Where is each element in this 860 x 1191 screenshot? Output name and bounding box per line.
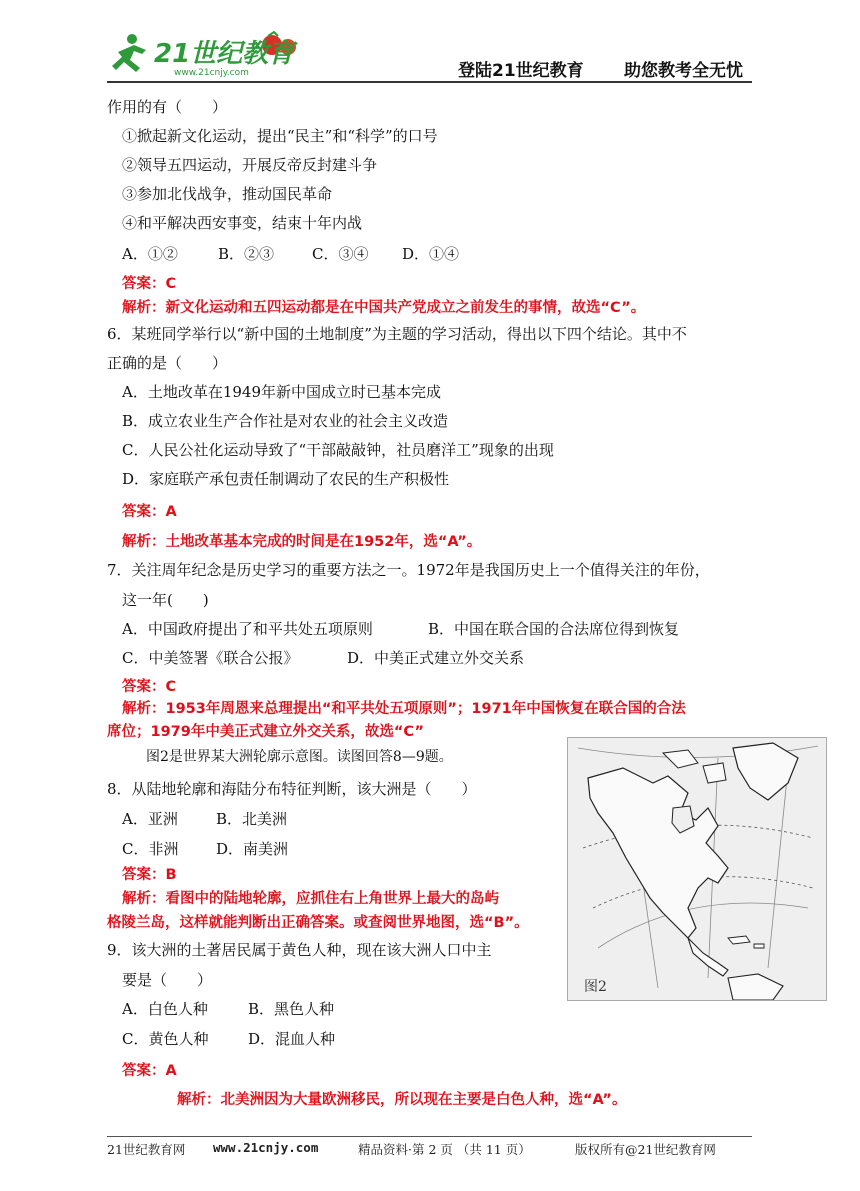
- logo-url: www.21cnjy.com: [174, 68, 249, 78]
- q7-analysis: 解析：1953年周恩来总理提出“和平共处五项原则”；1971年中国恢复在联合国的合法: [122, 701, 686, 717]
- q6-answer: 答案：A: [122, 504, 177, 520]
- footer-copyright: 版权所有@21世纪教育网: [575, 1142, 716, 1157]
- q5-option-b: B．②③: [218, 245, 275, 263]
- q7-option-b: B．中国在联合国的合法席位得到恢复: [428, 620, 680, 638]
- footer-site: 21世纪教育网: [107, 1142, 186, 1157]
- q5-option-c: C．③④: [312, 245, 369, 263]
- q9-option-a: A．白色人种: [122, 1000, 208, 1018]
- q8-option-c: C．非洲: [122, 840, 179, 858]
- q5-item: ②领导五四运动，开展反帝反封建斗争: [122, 156, 378, 174]
- header-title: 登陆21世纪教育: [458, 61, 584, 81]
- q8-answer: 答案：B: [122, 867, 177, 883]
- q9-option-c: C．黄色人种: [122, 1030, 209, 1048]
- q5-option-d: D．①④: [402, 245, 460, 263]
- q8-analysis-cont: 格陵兰岛，这样就能判断出正确答案。或查阅世界地图，选“B”。: [107, 915, 529, 931]
- q5-stem-tail: 作用的有（ ）: [107, 98, 228, 116]
- header-rule: [107, 81, 752, 83]
- q8-option-a: A．亚洲: [122, 810, 178, 828]
- q5-option-a: A．①②: [122, 245, 178, 263]
- q9-option-d: D．混血人种: [248, 1030, 336, 1048]
- map-caption: 图2: [584, 979, 607, 995]
- q6-option-d: D．家庭联产承包责任制调动了农民的生产积极性: [122, 470, 450, 488]
- header-slogan: 助您教考全无忧: [624, 61, 743, 81]
- q7-option-c: C．中美签署《联合公报》: [122, 649, 299, 667]
- q6-analysis: 解析：土地改革基本完成的时间是在1952年，选“A”。: [122, 534, 482, 550]
- q7-stem-cont: 这一年( ): [122, 591, 209, 609]
- footer-page-info: 精品资料·第 2 页 （共 11 页）: [358, 1142, 531, 1157]
- q8-option-b: B．北美洲: [216, 810, 288, 828]
- footer-url[interactable]: www.21cnjy.com: [213, 1140, 319, 1155]
- q5-item: ④和平解决西安事变，结束十年内战: [122, 214, 363, 232]
- q9-stem: 9．该大洲的土著居民属于黄色人种，现在该大洲人口中主: [107, 941, 492, 959]
- q9-answer: 答案：A: [122, 1063, 177, 1079]
- q9-option-b: B．黑色人种: [248, 1000, 335, 1018]
- north-america-map: [567, 737, 827, 1001]
- q7-answer: 答案：C: [122, 679, 177, 695]
- logo-text: 21世纪教育: [154, 39, 295, 69]
- q5-item: ③参加北伐战争，推动国民革命: [122, 185, 333, 203]
- q9-analysis: 解析：北美洲因为大量欧洲移民，所以现在主要是白色人种，选“A”。: [177, 1092, 627, 1108]
- q6-option-a: A．土地改革在1949年新中国成立时已基本完成: [122, 383, 442, 401]
- footer-rule: [107, 1136, 752, 1137]
- q7-option-d: D．中美正式建立外交关系: [347, 649, 525, 667]
- q8-analysis: 解析：看图中的陆地轮廓，应抓住右上角世界上最大的岛屿: [122, 891, 499, 907]
- q8-option-d: D．南美洲: [216, 840, 289, 858]
- q5-item: ①掀起新文化运动，提出“民主”和“科学”的口号: [122, 127, 438, 145]
- q6-option-c: C．人民公社化运动导致了“干部敲敲钟，社员磨洋工”现象的出现: [122, 441, 554, 459]
- q8-stem: 8．从陆地轮廓和海陆分布特征判断，该大洲是（ ）: [107, 780, 477, 798]
- q5-analysis: 解析：新文化运动和五四运动都是在中国共产党成立之前发生的事情，故选“C”。: [122, 300, 646, 316]
- q6-option-b: B．成立农业生产合作社是对农业的社会主义改造: [122, 412, 449, 430]
- site-logo: [112, 30, 312, 78]
- q7-option-a: A．中国政府提出了和平共处五项原则: [122, 620, 373, 638]
- q5-answer: 答案：C: [122, 276, 177, 292]
- q6-stem-cont: 正确的是（ ）: [107, 354, 228, 372]
- figure-intro: 图2是世界某大洲轮廓示意图。读图回答8—9题。: [146, 749, 453, 765]
- q9-stem-cont: 要是（ ）: [122, 971, 213, 989]
- q6-stem: 6．某班同学举行以“新中国的土地制度”为主题的学习活动，得出以下四个结论。其中不: [107, 325, 687, 343]
- q7-analysis-cont: 席位；1979年中美正式建立外交关系，故选“C”: [107, 724, 425, 740]
- q7-stem: 7．关注周年纪念是历史学习的重要方法之一。1972年是我国历史上一个值得关注的年份，: [107, 561, 710, 579]
